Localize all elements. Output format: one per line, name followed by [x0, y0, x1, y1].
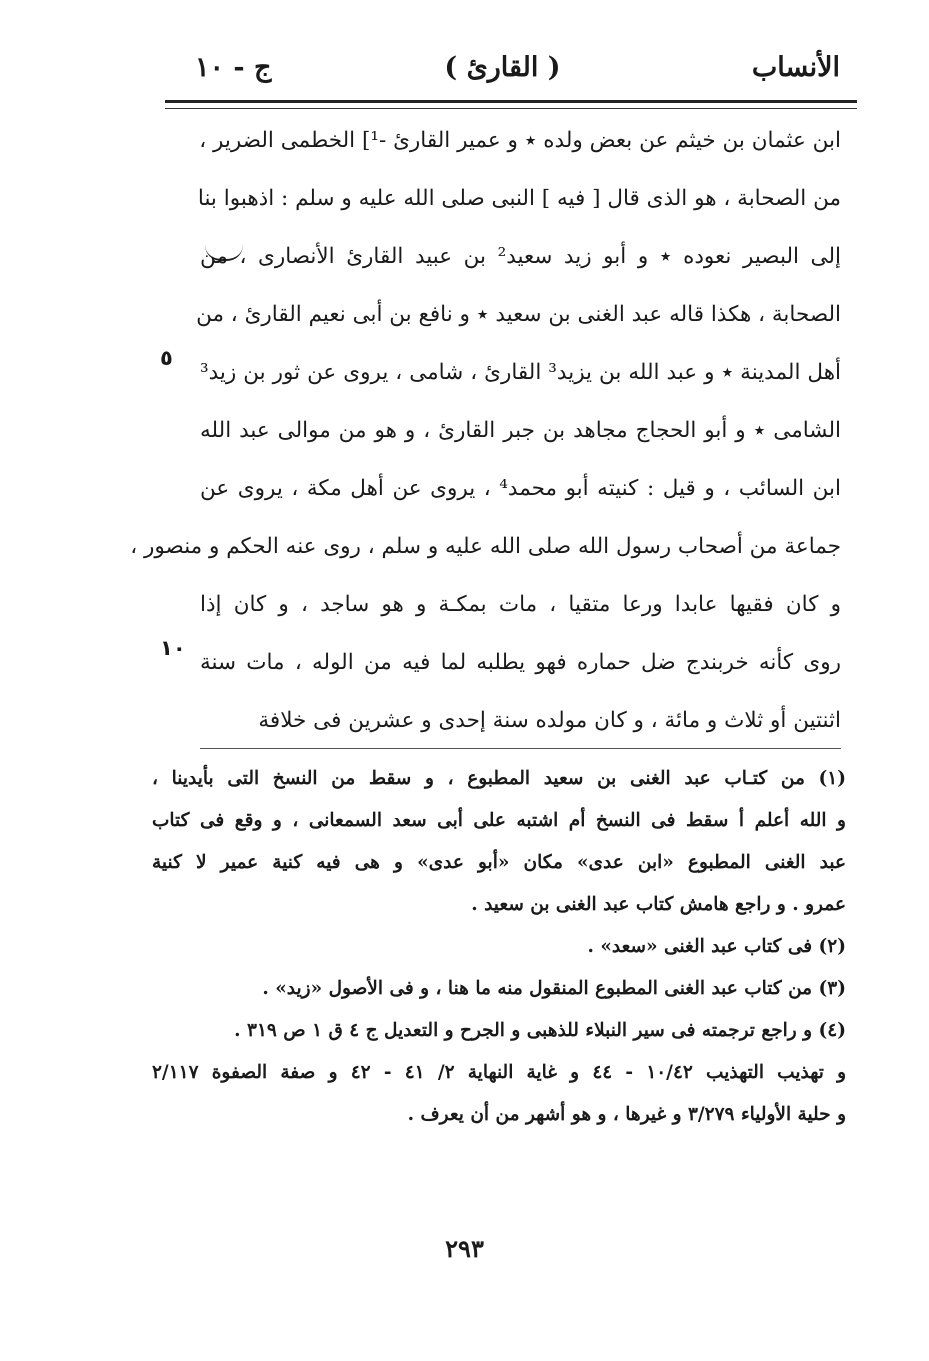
footnote-line: (٣) من كتاب عبد الغنى المطبوع المنقول منه ما هنا ، و فى الأصول «زيد» . — [262, 978, 846, 999]
text-line: ابن السائب ، و قيل : كنيته أبو محمد⁴ ، يروى عن أهل مكة ، يروى عن — [200, 476, 841, 501]
footnote-separator — [200, 748, 841, 749]
footnote-line: (١) من كتـاب عبد الغنى بن سعيد المطبوع ، و سقط من النسخ التى بأيدينا ، — [152, 768, 846, 789]
text-line: أهل المدينة ٭ و عبد الله بن يزيد³ القارئ ، شامى ، يروى عن ثور بن زيد³ — [200, 360, 842, 385]
footnote-line: عمرو . و راجع هامش كتاب عبد الغنى بن سعيد . — [471, 894, 846, 915]
text-line: جماعة من أصحاب رسول الله صلى الله عليه و سلم ، روى عنه الحكم و منصور ، — [130, 534, 841, 559]
footnote-line: (٤) و راجع ترجمته فى سير النبلاء للذهبى و الجرح و التعديل ج ٤ ق ١ ص ٣١٩ . — [234, 1020, 846, 1041]
text-line: ابن عثمان بن خيثم عن بعض ولده ٭ و عمير القارئ -¹] الخطمى الضرير ، — [199, 128, 841, 153]
running-header — [165, 44, 840, 90]
text-line: و كان فقيها عابدا ورعا متقيا ، مات بمكـة و هو ساجد ، و كان إذا — [200, 592, 841, 617]
footnotes — [152, 758, 846, 1136]
header-section-title: الأنساب — [751, 52, 840, 83]
header-volume-number: ج - ١٠ — [195, 52, 272, 83]
text-line: الشامى ٭ و أبو الحجاج مجاهد بن جبر القارئ ، و هو من موالى عبد الله — [200, 418, 841, 443]
footnote-line: عبد الغنى المطبوع «ابن عدى» مكان «أبو عدى» و هى فيه كنية عمير لا كنية — [152, 852, 846, 873]
page-number: ٢٩٣ — [445, 1234, 484, 1263]
header-rule-thin — [165, 108, 857, 109]
text-line: اثنتين أو ثلاث و مائة ، و كان مولده سنة إحدى و عشرين فى خلافة — [258, 708, 841, 733]
header-rule-thick — [165, 100, 857, 103]
line-number-5: ٥ — [160, 346, 173, 370]
text-line: الصحابة ، هكذا قاله عبد الغنى بن سعيد ٭ و نافع بن أبى نعيم القارئ ، من — [196, 302, 841, 327]
text-line: روى كأنه خربندج ضل حماره فهو يطلبه لما فيه من الوله ، مات سنة — [200, 650, 841, 675]
footnote-line: و تهذيب التهذيب ١٠/٤٢ - ٤٤ و غاية النهاية ٢/ ٤١ - ٤٢ و صفة الصفوة ٢/١١٧ — [152, 1062, 847, 1083]
footnote-line: و الله أعلم أ سقط فى النسخ أم اشتبه على أبى سعد السمعانى ، و وقع فى كتاب — [152, 810, 846, 831]
line-number-10: ١٠ — [160, 636, 186, 660]
header-entry-title: ( القارئ ) — [444, 52, 561, 83]
footnote-line: (٢) فى كتاب عبد الغنى «سعد» . — [587, 936, 846, 957]
text-line: إلى البصير نعوده ٭ و أبو زيد سعيد² بن عبيد القارئ الأنصارى ، من — [200, 244, 841, 269]
text-line: من الصحابة ، هو الذى قال [ فيه ] النبى صلى الله عليه و سلم : اذهبوا بنا — [197, 186, 841, 211]
footnote-line: و حلية الأولياء ٣/٢٧٩ و غيرها ، و هو أشهر من أن يعرف . — [407, 1104, 846, 1125]
